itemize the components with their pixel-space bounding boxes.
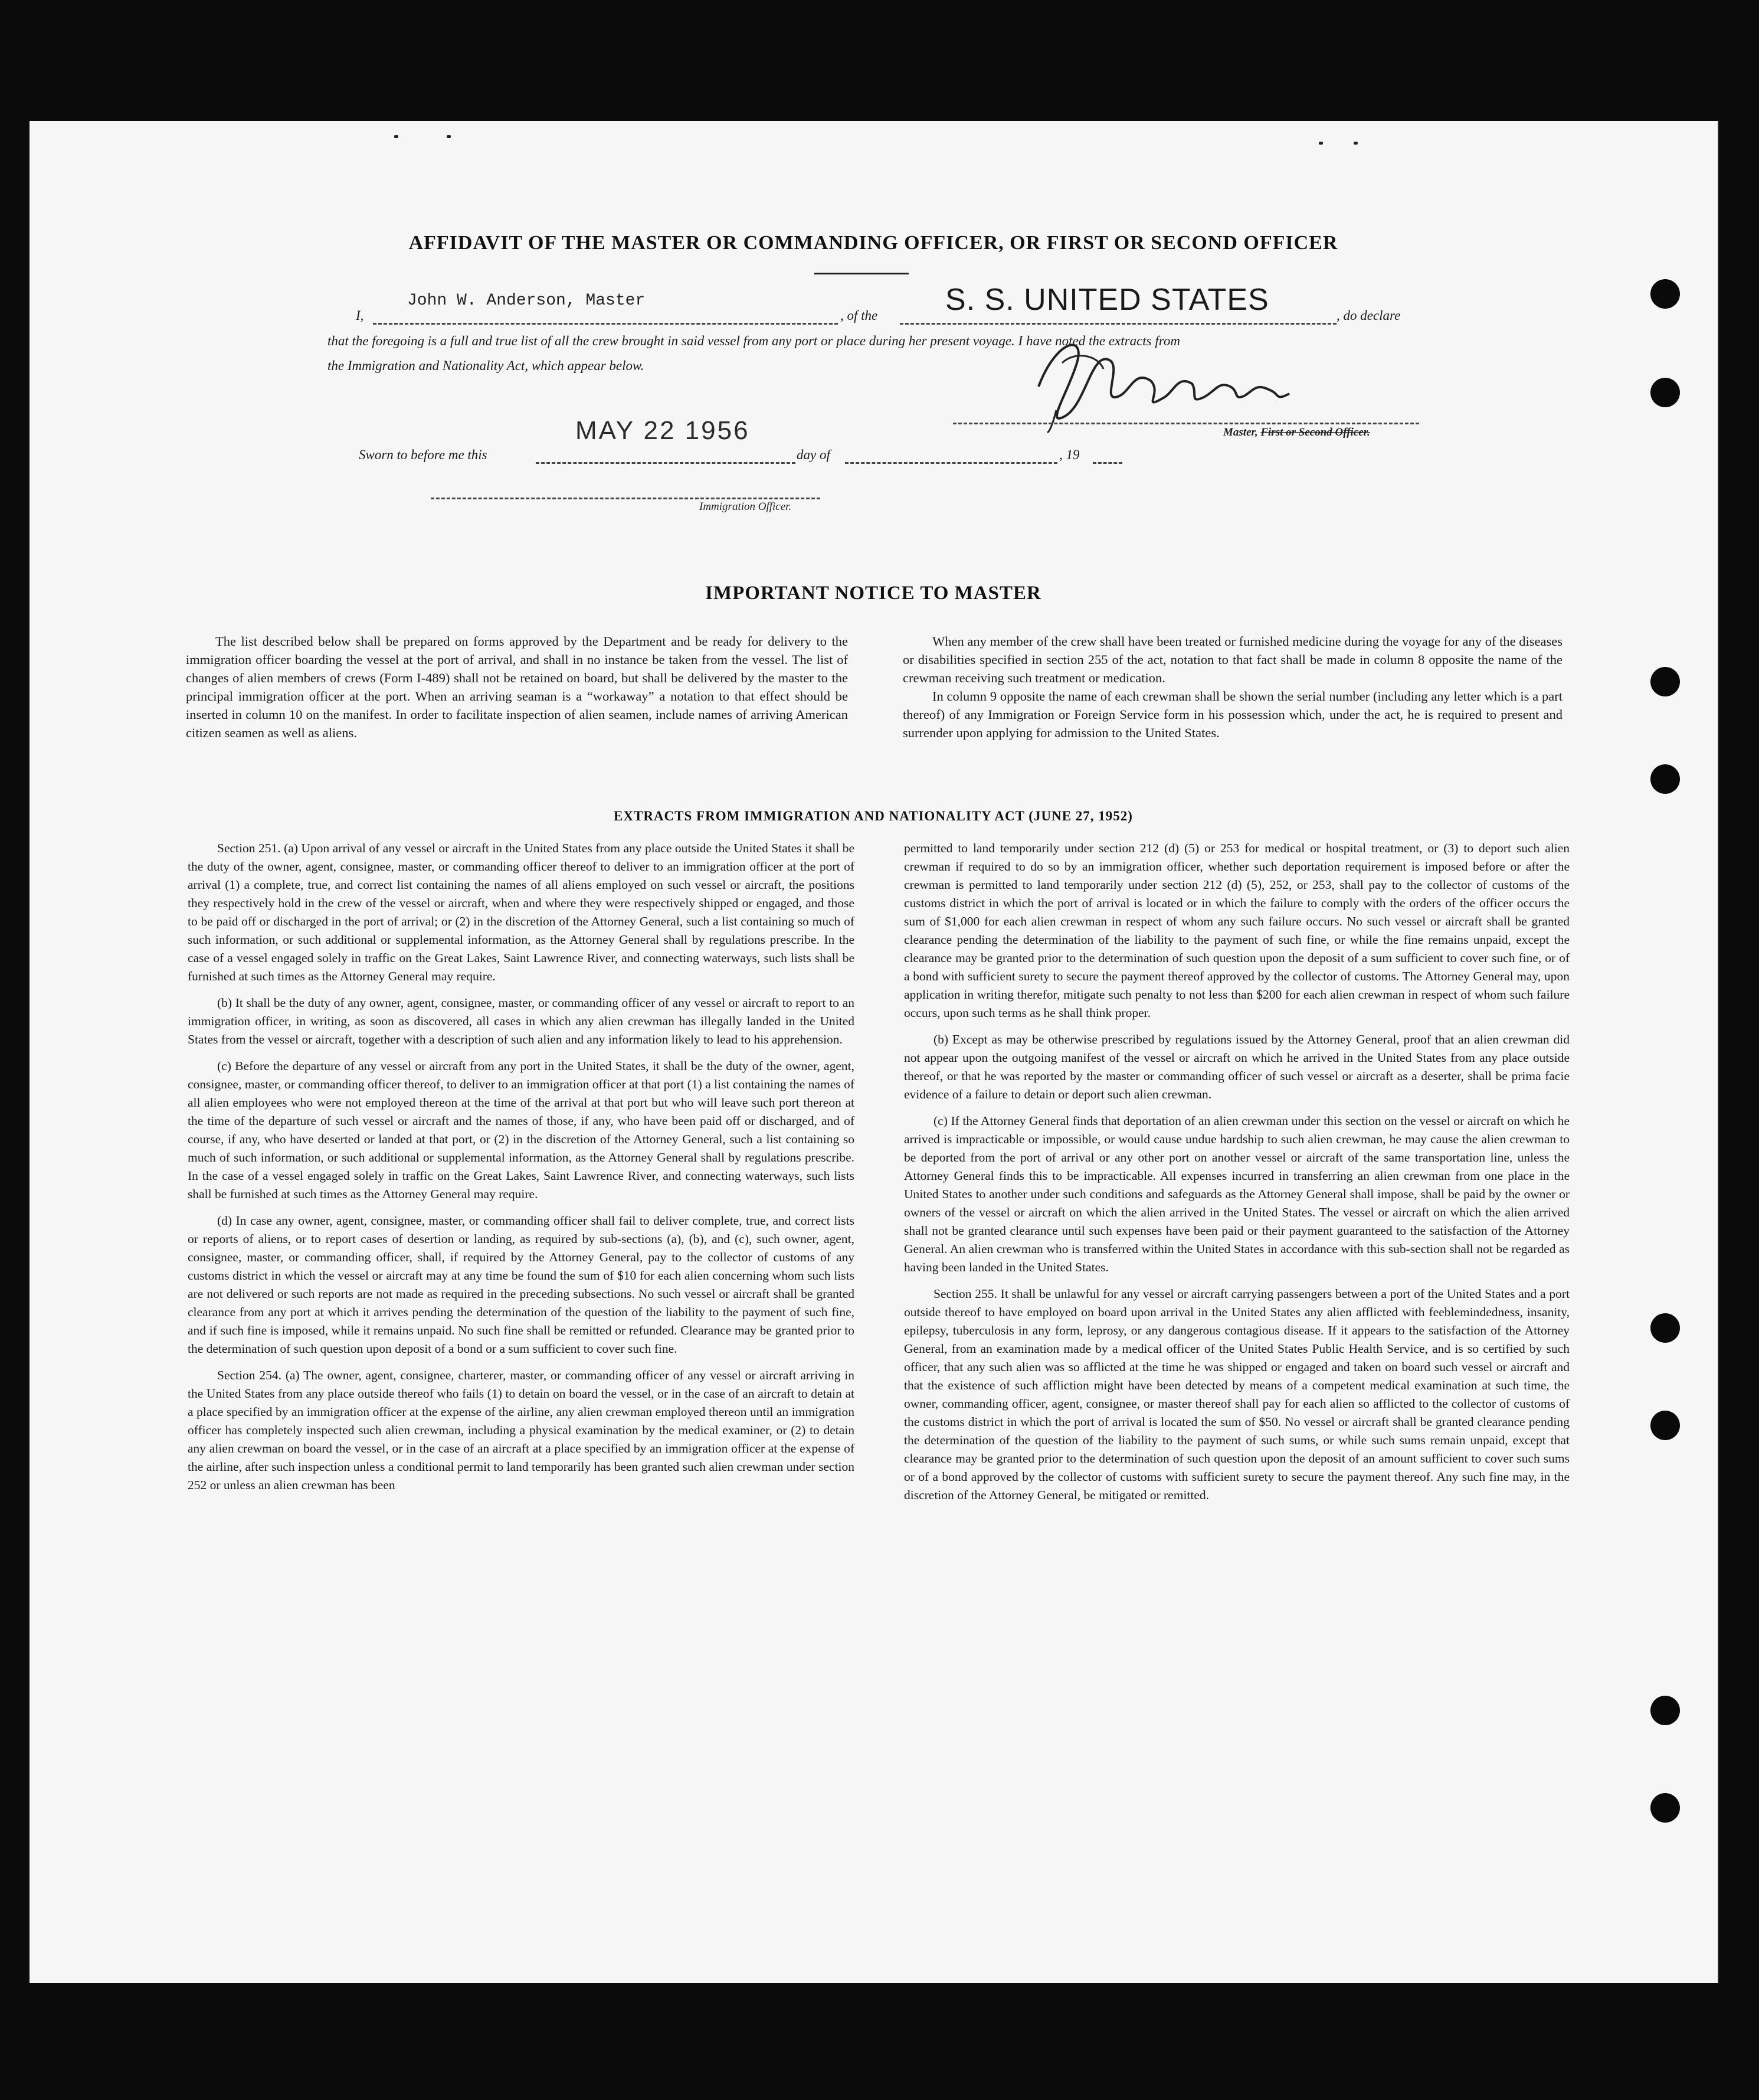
day-of-label: day of xyxy=(797,447,830,462)
punch-hole xyxy=(1650,1411,1680,1440)
punch-hole xyxy=(1650,378,1680,407)
year-label: , 19 xyxy=(1059,447,1080,462)
extracts-heading: EXTRACTS FROM IMMIGRATION AND NATIONALITY ACT (JUNE 27, 1952) xyxy=(614,809,1133,823)
affidavit-title: AFFIDAVIT OF THE MASTER OR COMMANDING OFFICER, OR FIRST OR SECOND OFFICER xyxy=(408,232,1338,254)
punch-hole xyxy=(1650,1313,1680,1343)
extract-paragraph: (c) If the Attorney General finds that deportation of an alien crewman under this section on the vessel or aircraft on which he arrived is impracticable or impossible, or would cause undue hardship to such alien crewman, he may cause the alien crewman to be deported from the port of arrival or any other port on another vessel or aircraft of the same transportation line, unless the Attorney General finds this to be impracticable. All expenses incurred in transferring an alien crewman from one place in the United States to another under such conditions and safeguards as the Attorney General shall impose, shall be paid by the owner or owners of the vessel or aircraft on which the alien arrived in the United States. The vessel or aircraft on which the alien arrived shall not be granted clearance until such expenses have been paid or their payment guaranteed to the satisfaction of the Attorney General. An alien crewman who is transferred within the United States in accordance with this sub-section shall not be regarded as having been landed in the United States. xyxy=(904,1114,1570,1274)
extract-paragraph: Section 254. (a) The owner, agent, consignee, charterer, master, or commanding officer of any vessel or aircraft arriving in the United States from any place outside thereof who fails (1) to detain on board the vessel, or in the case of an aircraft to detain at a place specified by an immigration officer at the expense of the airline, any alien crewman employed thereon until an immigration officer has completely inspected such alien crewman, including a physical examination by the medical examiner, or (2) to detain any alien crewman on board the vessel, or in the case of an aircraft at a place specified by an immigration officer at the expense of the airline, after such inspection unless a conditional permit to land temporarily has been granted such alien crewman under section 252 or unless an alien crewman has been xyxy=(188,1368,854,1492)
year-line xyxy=(1093,462,1122,464)
signature-caption xyxy=(1223,426,1370,439)
extract-paragraph: Section 251. (a) Upon arrival of any vessel or aircraft in the United States from any place outside the United States it shall be the duty of the owner, agent, consignee, master, or commanding officer thereof to deliver to an immigration officer at the port of arrival (1) a complete, true, and correct list containing the names of all aliens employed on such vessel or aircraft, the positions they respectively hold in the crew of the vessel or aircraft, when and where they were respectively shipped or engaged, and those to be paid off or discharged in the port of arrival; or (2) in the discretion of the Attorney General, such a list containing so much of such information, or such additional or supplemental information, as the Attorney General shall by regulations prescribe. In the case of a vessel engaged solely in traffic on the Great Lakes, Saint Lawrence River, and connecting waterways, such lists shall be furnished at such times as the Attorney General may require. xyxy=(188,841,854,983)
notice-left xyxy=(186,632,848,742)
signature-caption-master: Master, xyxy=(1223,426,1261,439)
extract-paragraph: (b) Except as may be otherwise prescribed by regulations issued by the Attorney General, proof that an alien crewman did not appear upon the outgoing manifest of the vessel or aircraft on which he arrived in the United States from any place outside thereof, or that he was reported by the master or commanding officer of such vessel or aircraft as a deserter, shall be prima facie evidence of a failure to detain or deport such alien crewman. xyxy=(904,1032,1570,1101)
signature-caption-struck: First or Second Officer. xyxy=(1260,426,1370,439)
notice-left-paragraph: The list described below shall be prepared on forms approved by the Department and be ready for delivery to the immigration officer boarding the vessel at the port of arrival, and shall in no instance be taken from the vessel. The list of changes of alien members of crews (Form I-489) shall not be retained on board, but shall be delivered by the master to the principal immigration officer at the port. When an arriving seaman is a “workaway” a notation to that effect should be inserted in column 10 on the manifest. In order to facilitate inspection of alien seamen, include names of arriving American citizen seamen as well as aliens. xyxy=(186,634,848,740)
extracts-left-column xyxy=(188,839,854,1503)
declare-label: , do declare xyxy=(1337,308,1401,323)
extract-paragraph: (d) In case any owner, agent, consignee, master, or commanding officer shall fail to deliver complete, true, and correct lists or reports of aliens, or to report cases of desertion or landing, as required by sub-sections (a), (b), and (c), such owner, agent, consignee, master, or commanding officer, shall, if required by the Attorney General, pay to the collector of customs of any customs district in which the vessel or aircraft may at any time be found the sum of $10 for each alien concerning whom such lists are not delivered or such reports are not made as required in the preceding subsections. No such vessel or aircraft shall be granted clearance from any port at which it arrives pending the determination of the question of the liability to the payment of such fine, and if such fine is imposed, while it remains unpaid. No such fine shall be remitted or refunded. Clearance may be granted prior to the determination of such question upon deposit of a bond or a sum sufficient to cover such fine. xyxy=(188,1213,854,1356)
declaration-line-2: the Immigration and Nationality Act, which appear below. xyxy=(327,358,644,373)
extracts-right-column xyxy=(904,839,1570,1513)
extract-paragraph: (b) It shall be the duty of any owner, agent, consignee, master, or commanding officer of any vessel or aircraft to report to an immigration officer, in writing, as soon as discovered, all cases in which any alien crewman has illegally landed in the United States from the vessel or aircraft, together with a description of such alien and any information likely to lead to his apprehension. xyxy=(188,996,854,1046)
title-rule xyxy=(814,273,909,274)
month-line xyxy=(845,462,1057,464)
declaration-line-1: that the foregoing is a full and true list of all the crew brought in said vessel from any port or place during her present voyage. I have noted the extracts from xyxy=(327,333,1180,348)
date-stamp: MAY 22 1956 xyxy=(575,416,750,445)
notice-right-paragraph-2: In column 9 opposite the name of each crewman shall be shown the serial number (including any letter which is a part thereof) of any Immigration or Foreign Service form in his possession which, under the act, he is required to present and surrender upon applying for admission to the United States. xyxy=(903,689,1563,740)
of-the-label: , of the xyxy=(840,308,878,323)
master-name-line xyxy=(373,323,838,325)
sworn-label: Sworn to before me this xyxy=(359,447,487,462)
extract-paragraph: Section 255. It shall be unlawful for any vessel or aircraft carrying passengers between a port of the United States and a port outside thereof to have employed on board upon arrival in the United States any alien afflicted with feeblemindedness, insanity, epilepsy, tuberculosis in any form, leprosy, or any dangerous contagious disease. If it appears to the satisfaction of the Attorney General, from an examination made by a medical officer of the United States Public Health Service, and is so certified by such officer, that any such alien was so afflicted at the time he was shipped or engaged and taken on board such vessel or aircraft and that the existence of such affliction might have been detected by means of a competent medical examination at such time, the owner, commanding officer, agent, consignee, or master thereof shall pay for each alien so afflicted to the collector of customs of the customs district in which the port of arrival is located the sum of $50. No vessel or aircraft shall be granted clearance pending the determination of the question of the liability to the payment of such sums, or while such sums remain unpaid, except that clearance may be granted prior to the determination of such question upon the deposit of an amount sufficient to cover such sums or of a bond approved by the collector of customs with sufficient surety to secure the payment thereof. Any such fine may, in the discretion of the Attorney General, be mitigated or remitted. xyxy=(904,1287,1570,1502)
vessel-name-line xyxy=(900,323,1337,325)
punch-hole xyxy=(1650,667,1680,696)
extract-paragraph: permitted to land temporarily under section 212 (d) (5) or 253 for medical or hospital treatment, or (3) to deport such alien crewman if required to do so by an immigration officer, whether such deportation requirement is imposed before or after the crewman is permitted to land temporarily under section 212 (d) (5), 252, or 253, shall pay to the collector of customs of the customs district in which the port of arrival is located or in which the failure to comply with the orders of the officer occurs the sum of $1,000 for each alien crewman in respect of whom any such failure occurs. No such vessel or aircraft shall be granted clearance pending the determination of the liability to the payment of such fine, or while the fine remains unpaid, except the clearance may be granted prior to the determination of such question upon the deposit of a sum sufficient to cover such fine, or of a bond with sufficient surety to secure the payment thereof approved by the collector of customs. The Attorney General may, upon application in writing therefor, mitigate such penalty to not less than $200 for each alien crewman in respect of whom such failure occurs, upon such terms as he shall think proper. xyxy=(904,841,1570,1020)
master-name: John W. Anderson, Master xyxy=(407,292,646,310)
speck xyxy=(1319,142,1323,145)
vessel-name: S. S. UNITED STATES xyxy=(945,283,1269,317)
notice-right xyxy=(903,632,1563,742)
punch-hole xyxy=(1650,1793,1680,1823)
i-label: I, xyxy=(356,308,364,323)
punch-hole xyxy=(1650,279,1680,309)
notice-right-paragraph-1: When any member of the crew shall have been treated or furnished medicine during the voyage for any of the diseases or disabilities specified in section 255 of the act, notation to that fact shall be made in column 8 opposite the name of the crewman receiving such treatment or medication. xyxy=(903,634,1563,685)
signature-line xyxy=(953,423,1419,424)
speck xyxy=(447,135,451,138)
officer-signature-line xyxy=(431,498,820,499)
officer-caption: Immigration Officer. xyxy=(699,501,792,513)
notice-heading: IMPORTANT NOTICE TO MASTER xyxy=(705,583,1041,604)
sworn-day-line xyxy=(536,462,795,464)
master-signature xyxy=(1021,328,1328,434)
punch-hole xyxy=(1650,764,1680,794)
extract-paragraph: (c) Before the departure of any vessel or aircraft from any port in the United States, it shall be the duty of the owner, agent, consignee, master, or commanding officer thereof, to deliver to an immigration officer at that port (1) a list containing the names of all alien employees who were not employed thereon at the time of the arrival at that port but who will leave such port thereon at the time of the departure of such vessel or aircraft and the names of those, if any, who have been paid off or discharged, and of course, if any, who have deserted or landed at that port, or (2) in the discretion of the Attorney General, such a list containing so much of such information, or such additional or supplemental information, as the Attorney General shall by regulations prescribe. In the case of a vessel engaged solely in traffic on the Great Lakes, Saint Lawrence River, and connecting waterways, such lists shall be furnished at such times as the Attorney General may require. xyxy=(188,1059,854,1201)
speck xyxy=(1354,142,1358,145)
punch-hole xyxy=(1650,1696,1680,1725)
speck xyxy=(394,135,398,138)
